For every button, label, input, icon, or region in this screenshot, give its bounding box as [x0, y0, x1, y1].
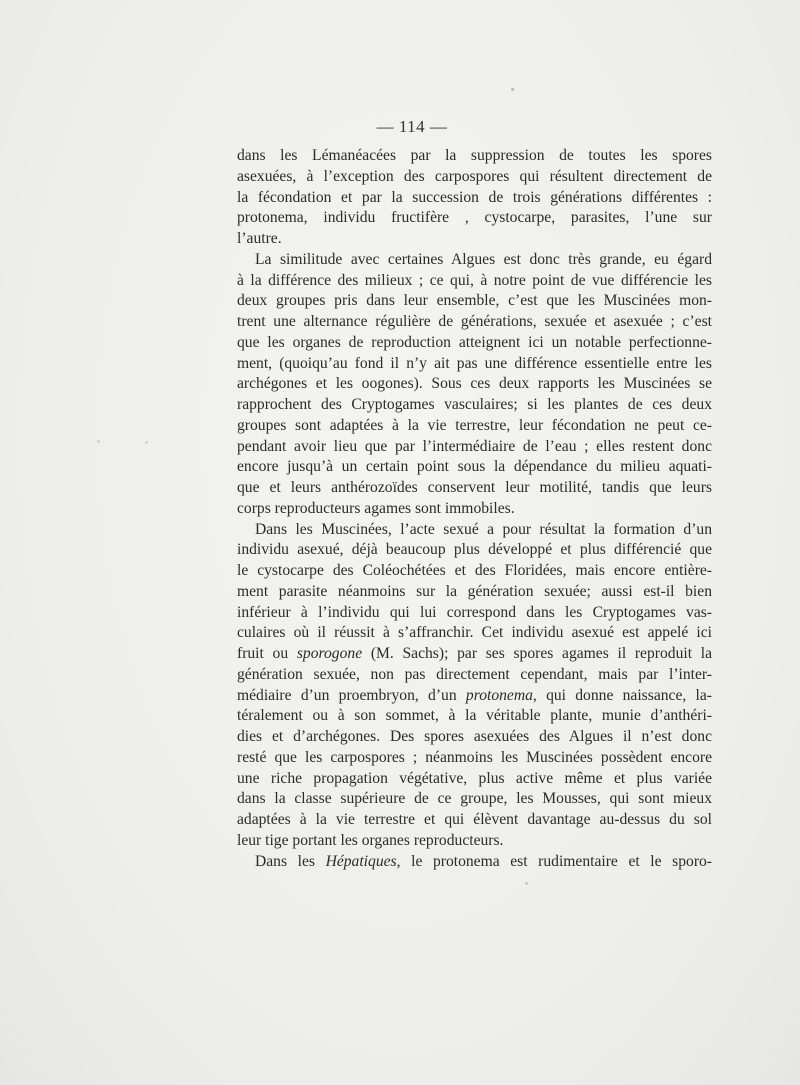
text-line: dans les Lémanéacées par la suppression de toutes les spores [237, 147, 712, 164]
text-line: asexuées, à l’exception des carpospores qui résultent directement de [237, 167, 712, 185]
text-line: individu asexué, déjà beaucoup plus développé et plus différencié que [237, 541, 712, 559]
text-line: Dans les Muscinées, l’acte sexué a pour résultat la formation d’un [255, 520, 712, 538]
paragraph [237, 250, 712, 520]
text-line: rapprochent des Cryptogames vasculaires; si les plantes de ces deux [237, 396, 712, 413]
text-line [237, 852, 712, 873]
text-line: que les organes de reproduction atteignent ici un notable perfectionne- [237, 333, 712, 351]
text-line: trent une alternance régulière de générations, sexuée et asexuée ; c’est [237, 313, 712, 330]
text-run: (M. Sachs); par ses spores agames il reproduit la [362, 645, 712, 662]
text-line: leur tige portant les organes reproducteurs. [237, 831, 504, 849]
italic-term: sporogone [296, 645, 363, 662]
text-line: encore jusqu’à un certain point sous la dépendance du milieu aquati- [237, 458, 712, 476]
paragraph [237, 852, 712, 873]
text-line: à la différence des milieux ; ce qui, à notre point de vue différencie les [237, 271, 712, 289]
text-line: la fécondation et par la succession de trois générations différentes : [237, 188, 712, 206]
paragraph [237, 146, 712, 250]
paragraph [237, 520, 712, 852]
text-line: inférieur à l’individu qui lui correspond dans les Cryptogames vas- [237, 603, 712, 621]
text-line: groupes sont adaptées à la vie terrestre, leur fécondation ne peut ce- [237, 416, 712, 434]
text-line: dies et d’archégones. Des spores asexuées des Algues il n’est donc [237, 728, 712, 745]
text-run: fruit ou [237, 645, 297, 662]
text-line: pendant avoir lieu que par l’intermédiaire de l’eau ; elles restent donc [237, 437, 712, 455]
text-run: Dans les [255, 852, 326, 870]
text-line [237, 686, 712, 707]
text-run: médiaire d’un proembryon, d’un [237, 686, 466, 704]
ink-speck [525, 882, 528, 885]
text-line: resté que les carpospores ; néanmoins les Muscinées possèdent encore [237, 748, 712, 766]
text-line: ment parasite néanmoins sur la génération sexuée; aussi est-il bien [237, 582, 712, 600]
italic-term: Hépatiques [325, 852, 397, 870]
text-line: une riche propagation végétative, plus active même et plus variée [237, 769, 712, 787]
text-line: génération sexuée, non pas directement cependant, mais par l’inter- [237, 665, 712, 683]
text-line: archégones et les oogones). Sous ces deux rapports les Muscinées se [237, 375, 712, 393]
ink-speck [511, 88, 514, 91]
text-line: La similitude avec certaines Algues est donc très grande, eu égard [255, 250, 712, 268]
text-line: ment, (quoiqu’au fond il n’y ait pas une différence essentielle entre les [237, 354, 712, 372]
page-number: — 114 — [376, 117, 448, 136]
ink-speck [97, 440, 100, 443]
text-line: culaires où il réussit à s’affranchir. Cet individu asexué est appelé ici [237, 624, 712, 642]
text-run: , le protonema est rudimentaire et le sporo- [396, 852, 712, 870]
body-text [237, 146, 712, 872]
text-line: que et leurs anthérozoïdes conservent leur motilité, tandis que leurs [237, 479, 712, 496]
text-line: le cystocarpe des Coléochétées et des Floridées, mais encore entière- [237, 562, 712, 579]
text-line: téralement ou à son sommet, à la véritable plante, munie d’anthéri- [237, 707, 712, 725]
text-line: deux groupes pris dans leur ensemble, c’est que les Muscinées mon- [237, 292, 712, 310]
text-line: l’autre. [237, 230, 282, 247]
text-line: adaptées à la vie terrestre et qui élèvent davantage au-dessus du sol [237, 811, 712, 828]
italic-term: protonema [465, 686, 533, 704]
text-run: , qui donne naissance, la- [532, 686, 712, 704]
text-line: protonema, individu fructifère , cystocarpe, parasites, l’une sur [237, 209, 712, 227]
ink-speck [145, 441, 148, 444]
text-line: dans la classe supérieure de ce groupe, les Mousses, qui sont mieux [237, 790, 712, 808]
text-line [237, 644, 712, 665]
text-line: corps reproducteurs agames sont immobiles. [237, 499, 515, 517]
